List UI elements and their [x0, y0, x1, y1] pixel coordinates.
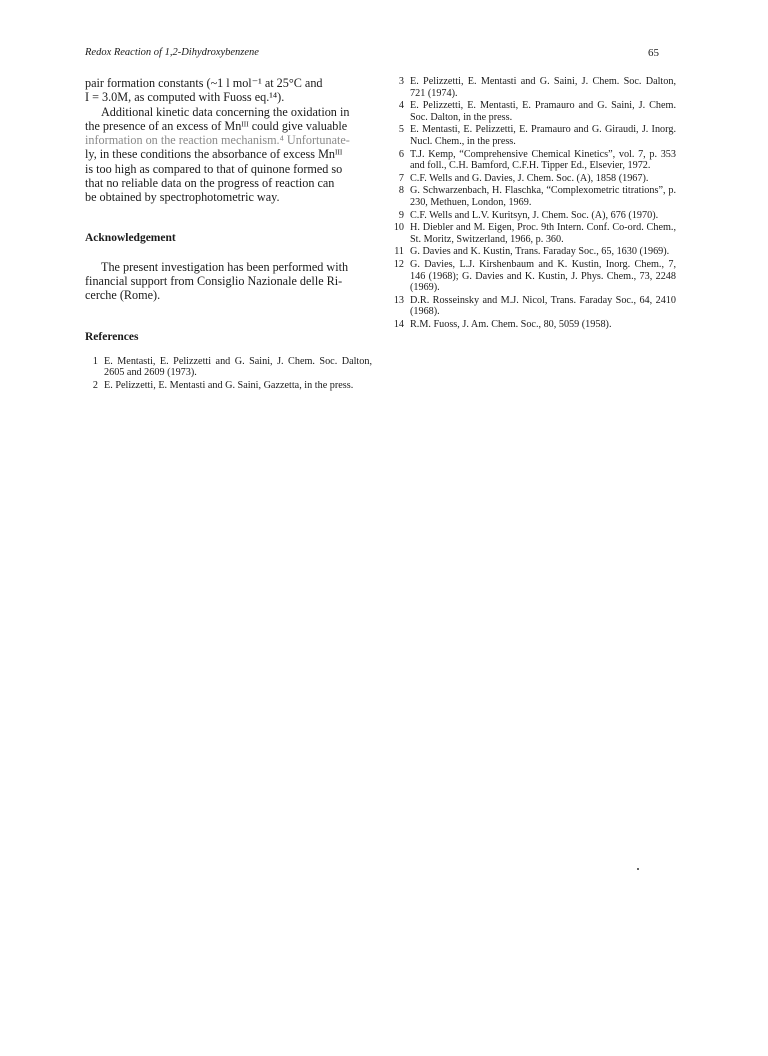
reference-number: 4: [398, 100, 404, 112]
acknowledgement-heading: Acknowledgement: [85, 231, 176, 244]
reference-number: 11: [394, 246, 404, 258]
right-column: [393, 76, 676, 333]
left-column: [85, 76, 372, 392]
paragraph-pair-formation: pair formation constants (~1 l mol⁻¹ at 25°C and I = 3.0M, as computed with Fuoss eq.¹⁴).: [85, 76, 323, 105]
reference-item: [393, 246, 676, 258]
reference-text: E. Pelizzetti, E. Mentasti, E. Pramauro and G. Saini, J. Chem. Soc. Dalton, in the press.: [410, 100, 676, 123]
reference-number: 2: [92, 379, 98, 391]
paragraph-faded-line: information on the reaction mechanism.⁴ Unfortunate-: [85, 133, 350, 148]
reference-item: [393, 295, 676, 318]
reference-text: E. Pelizzetti, E. Mentasti and G. Saini, J. Chem. Soc. Dalton, 721 (1974).: [410, 76, 676, 99]
paragraph-additional-kinetic-data: [85, 105, 372, 205]
reference-text: E. Pelizzetti, E. Mentasti and G. Saini, Gazzetta, in the press.: [104, 379, 354, 391]
reference-list-left: [85, 356, 372, 392]
acknowledgement-text: The present investigation has been performed with financial support from Consiglio Nazionale delle Ri- cerche (Rome).: [85, 259, 349, 303]
reference-item: [393, 149, 676, 172]
reference-number: 1: [92, 355, 98, 367]
reference-item: [393, 259, 676, 294]
reference-item: [393, 319, 676, 331]
reference-number: 12: [393, 258, 404, 270]
paragraph-part-a: Additional kinetic data concerning the oxidation in the presence of an excess of Mnᴵᴵᴵ could give valuable: [85, 104, 350, 133]
page-number: 65: [648, 47, 659, 59]
reference-item: [393, 222, 676, 245]
reference-item: [393, 100, 676, 123]
reference-number: 8: [398, 185, 404, 197]
reference-number: 7: [398, 172, 404, 184]
reference-number: 9: [398, 209, 404, 221]
references-heading: References: [85, 330, 139, 343]
reference-text: G. Schwarzenbach, H. Flaschka, “Complexometric titrations”, p. 230, Methuen, London, 1969.: [410, 185, 676, 208]
reference-item: [393, 124, 676, 147]
reference-item: [393, 185, 676, 208]
reference-item: [393, 173, 676, 185]
stray-mark: [637, 868, 639, 870]
reference-text: E. Mentasti, E. Pelizzetti and G. Saini, J. Chem. Soc. Dalton, 2605 and 2609 (1973).: [104, 355, 372, 379]
reference-text: T.J. Kemp, “Comprehensive Chemical Kinetics”, vol. 7, p. 353 and foll., C.H. Bamford, C.F.H. Tipper Ed., Elsevier, 1972.: [410, 148, 676, 172]
reference-text: R.M. Fuoss, J. Am. Chem. Soc., 80, 5059 (1958).: [410, 318, 612, 330]
reference-item: [393, 210, 676, 222]
reference-text: H. Diebler and M. Eigen, Proc. 9th Intern. Conf. Co-ord. Chem., St. Moritz, Switzerland, 1966, p. 360.: [410, 222, 676, 245]
reference-text: E. Mentasti, E. Pelizzetti, E. Pramauro and G. Giraudi, J. Inorg. Nucl. Chem., in the press.: [410, 124, 676, 147]
reference-number: 6: [398, 148, 404, 160]
reference-number: 14: [393, 318, 404, 330]
reference-number: 5: [398, 124, 404, 136]
reference-item: [85, 380, 372, 392]
reference-number: 10: [393, 222, 404, 234]
reference-number: 13: [393, 294, 404, 306]
reference-item: [85, 356, 372, 379]
reference-text: C.F. Wells and L.V. Kuritsyn, J. Chem. Soc. (A), 676 (1970).: [410, 209, 659, 221]
reference-item: [393, 76, 676, 99]
reference-text: D.R. Rosseinsky and M.J. Nicol, Trans. Faraday Soc., 64, 2410 (1968).: [410, 294, 676, 318]
reference-text: G. Davies and K. Kustin, Trans. Faraday Soc., 65, 1630 (1969).: [410, 246, 670, 258]
reference-number: 3: [398, 76, 404, 87]
reference-text: C.F. Wells and G. Davies, J. Chem. Soc. (A), 1858 (1967).: [410, 172, 649, 184]
running-title: Redox Reaction of 1,2-Dihydroxybenzene: [85, 47, 259, 58]
paragraph-part-b: ly, in these conditions the absorbance of excess Mnᴵᴵᴵ is too high as compared to that of quinone formed so that no reliable data on the progress of reaction can be obtained by spectrophotometric way.: [85, 147, 343, 205]
reference-text: G. Davies, L.J. Kirshenbaum and K. Kustin, Inorg. Chem., 7, 146 (1968); G. Davies and K. Kustin, J. Phys. Chem., 73, 2248 (1969).: [410, 258, 676, 294]
